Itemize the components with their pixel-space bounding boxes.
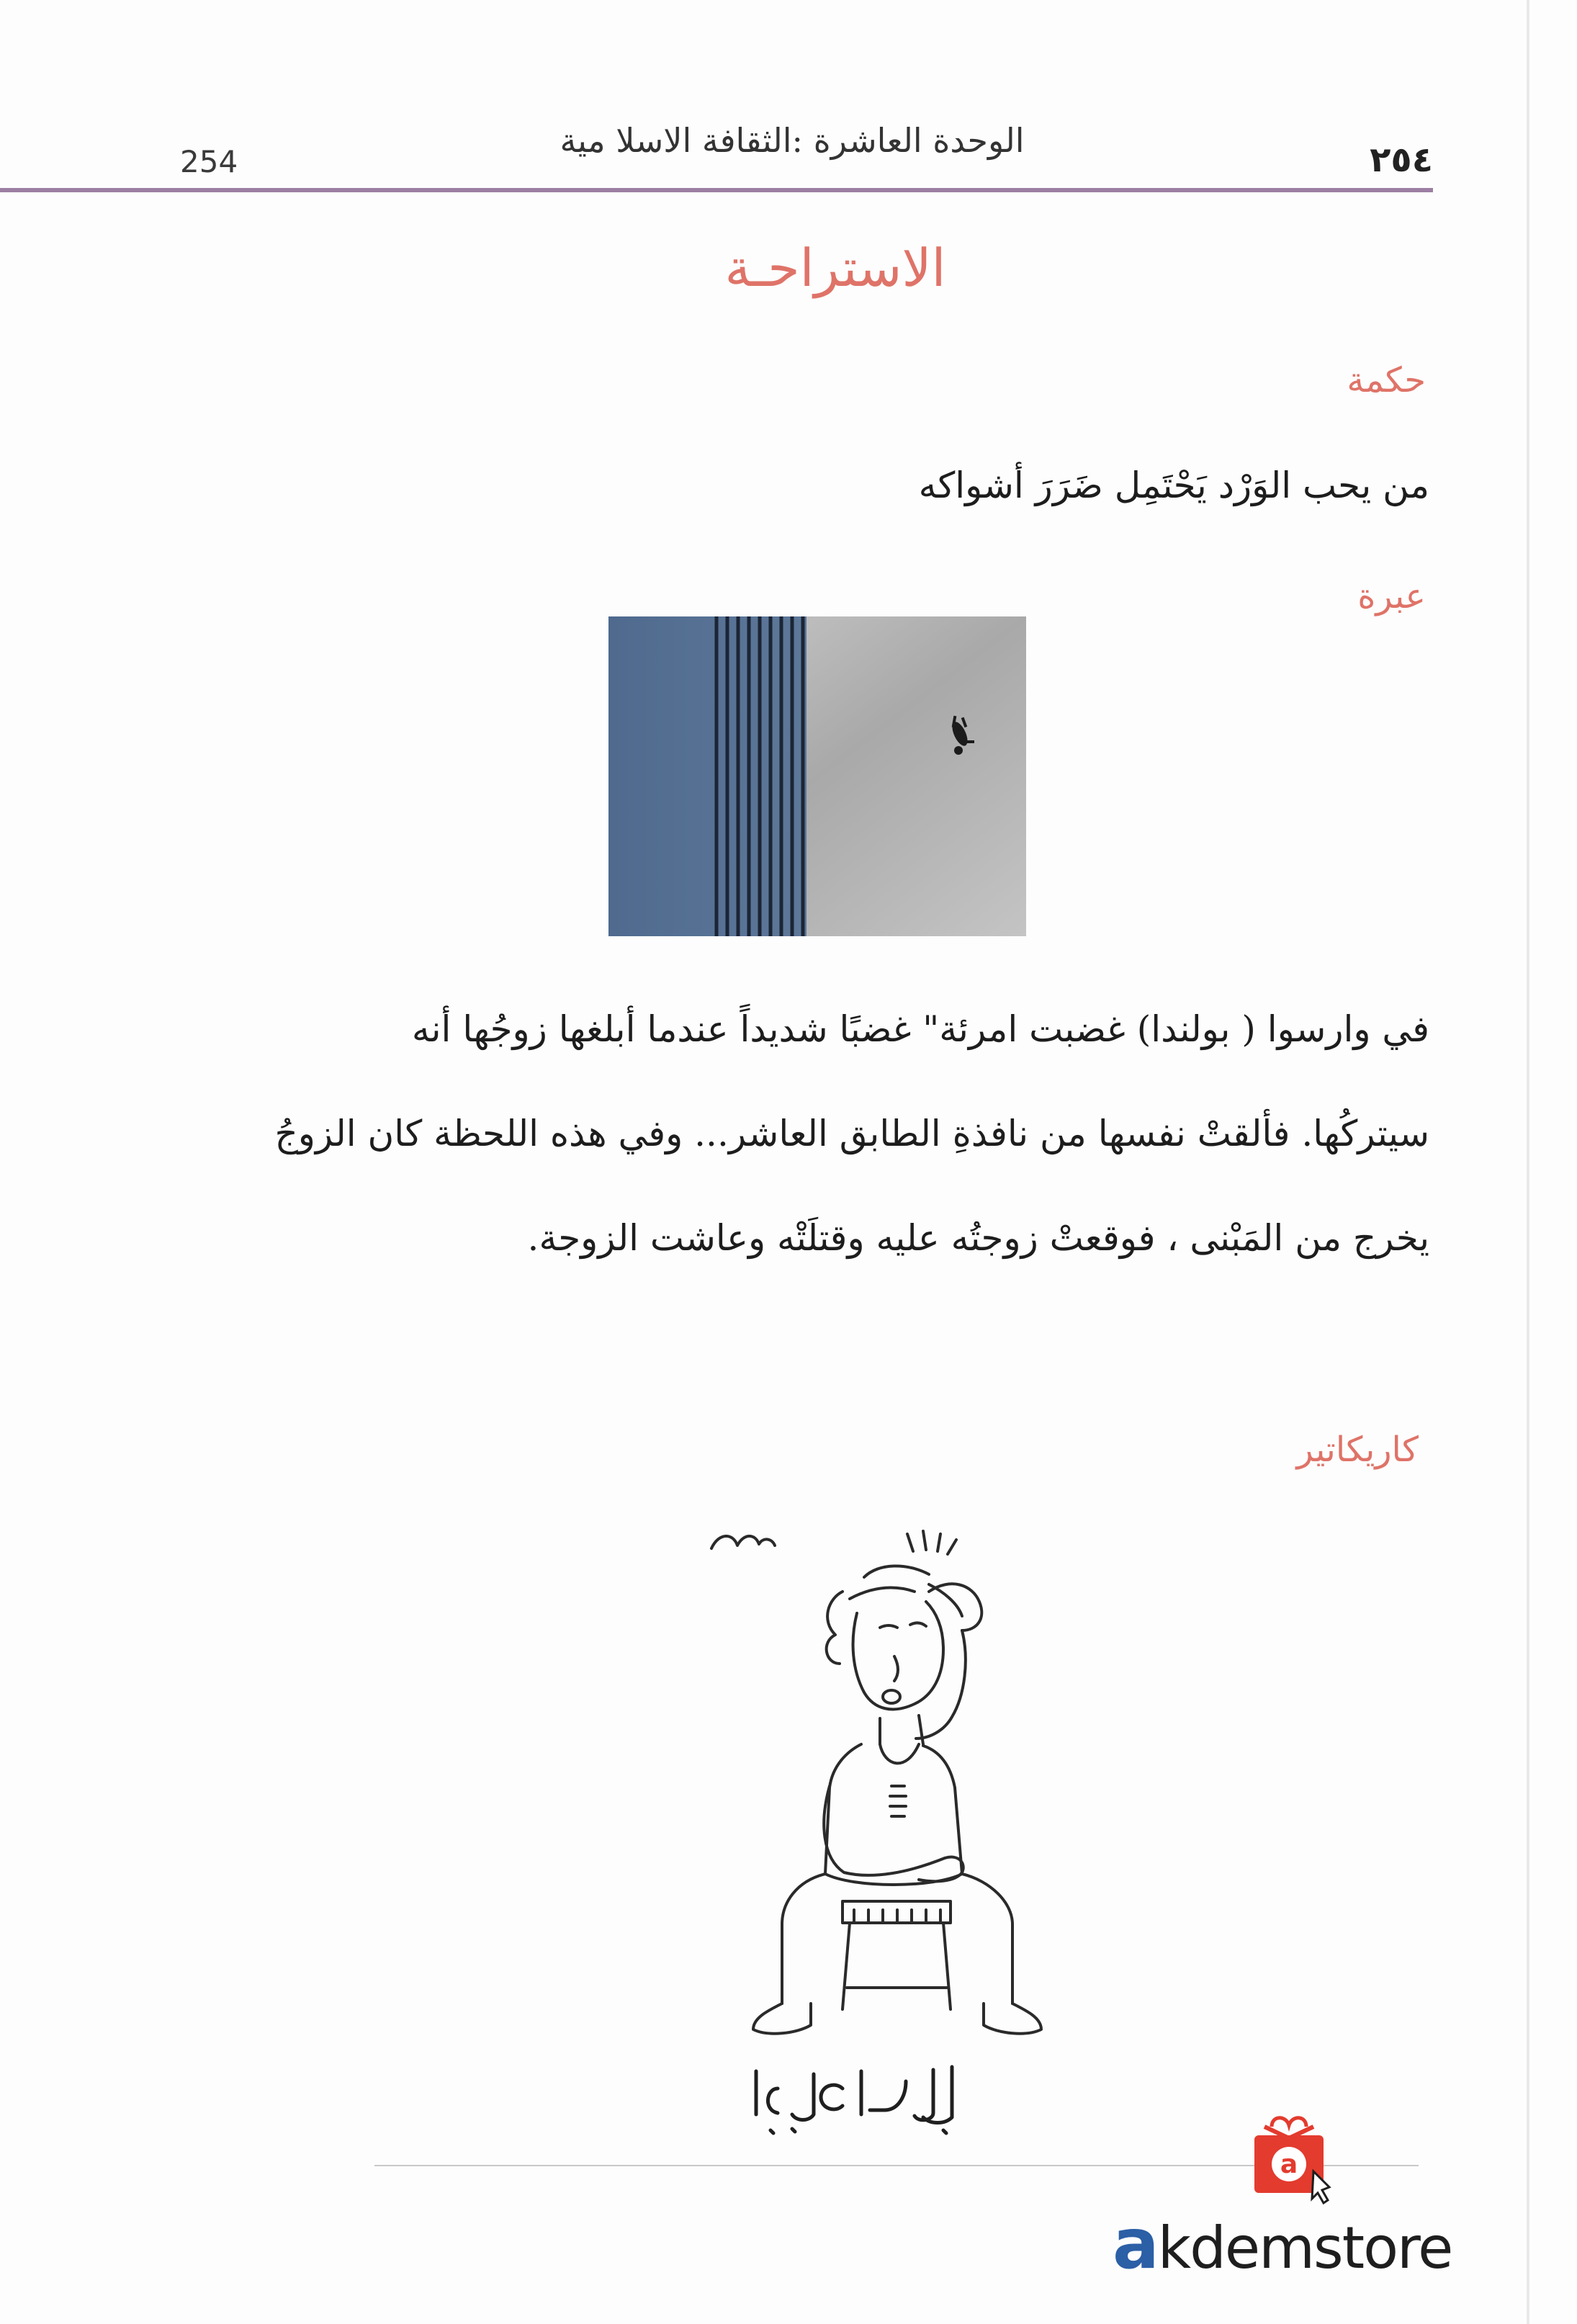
- page-number-arabic: ٢٥٤: [1370, 140, 1433, 180]
- svg-text:a: a: [1280, 2150, 1298, 2179]
- page-number: 254: [180, 144, 238, 179]
- page-edge: [1527, 0, 1529, 2324]
- section-title: الاستراحـة: [724, 238, 946, 298]
- falling-man-photo: [608, 616, 1026, 936]
- wisdom-text: من يحب الوَرْد يَحْتَمِل ضَرَرَ أشواكه: [918, 465, 1429, 506]
- caricature-heading: كاريكاتير: [1296, 1430, 1419, 1470]
- caricature-caption-handwriting: [727, 2060, 972, 2139]
- caricature-drawing-art: [691, 1512, 1095, 2132]
- lesson-heading: عبرة: [1357, 576, 1426, 616]
- wisdom-heading: حكمة: [1347, 360, 1426, 400]
- caricature-caption: [727, 2060, 972, 2139]
- wordmark-a: a: [1113, 2204, 1158, 2284]
- header-rule: [0, 188, 1433, 192]
- caricature-drawing: [691, 1512, 1095, 2132]
- falling-man-photo-art: [608, 616, 1026, 936]
- akdemstore-wordmark: [1113, 2204, 1452, 2284]
- lesson-line-1: في وارسوا ( بولندا) غضبت امرئة" غضبًا شديداً عندما أبلغها زوجُها أنه: [411, 1008, 1429, 1050]
- lesson-line-3: يخرج من المَبْنى ، فوقعتْ زوجتُه عليه وقتلَتْه وعاشت الزوجة.: [527, 1217, 1429, 1259]
- wordmark-rest: kdemstore: [1157, 2215, 1452, 2282]
- lesson-line-2: سيتركُها. فألقتْ نفسها من نافذةِ الطابق العاشر... وفي هذه اللحظة كان الزوجُ: [274, 1113, 1429, 1154]
- running-header-title: الوحدة العاشرة :الثقافة الاسلا مية: [560, 121, 1025, 160]
